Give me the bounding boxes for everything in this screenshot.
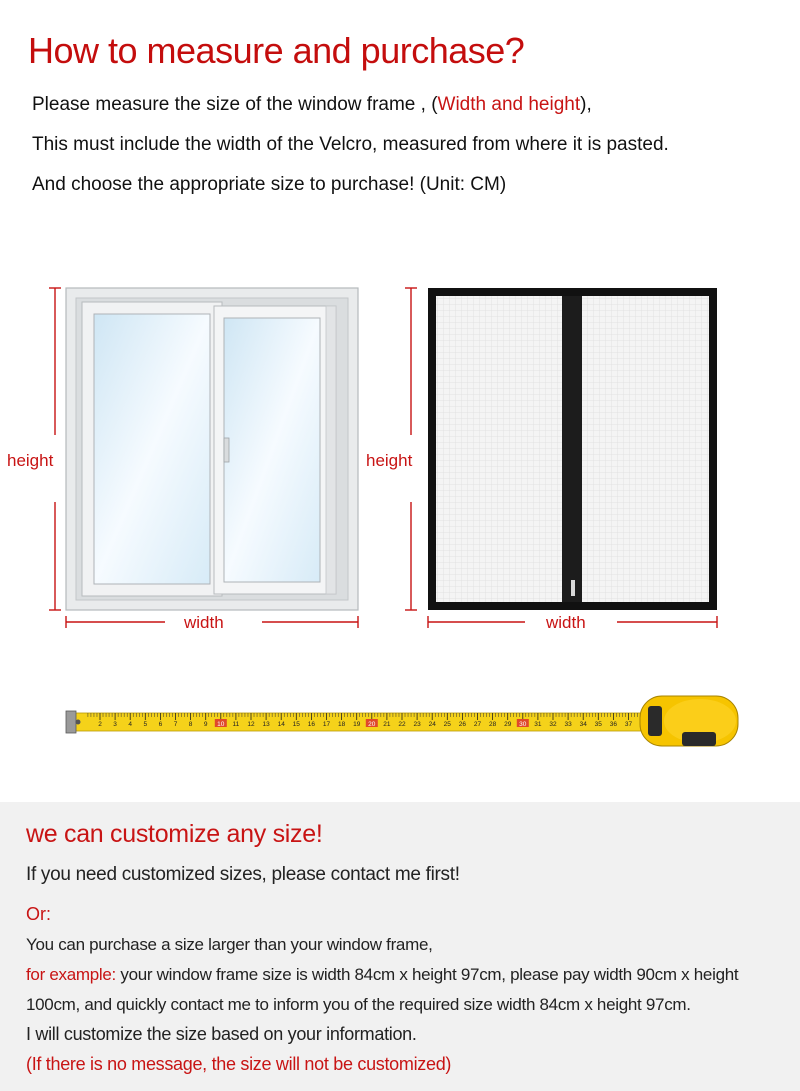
width-label-right: width bbox=[546, 613, 586, 632]
no-message-note: (If there is no message, the size will not be customized) bbox=[26, 1054, 452, 1074]
tape-number: 31 bbox=[534, 721, 542, 728]
tape-number: 27 bbox=[473, 721, 482, 728]
tape-number: 9 bbox=[203, 721, 208, 728]
or-label: Or: bbox=[26, 904, 51, 924]
tape-number: 23 bbox=[413, 721, 421, 728]
intro-line-1-start: Please measure the size of the window frame , ( bbox=[32, 94, 438, 115]
tape-number: 34 bbox=[579, 721, 587, 728]
height-dimension-right bbox=[405, 288, 417, 610]
tape-number: 18 bbox=[337, 721, 346, 728]
for-example-label: for example: bbox=[26, 965, 116, 984]
tape-number: 28 bbox=[488, 721, 497, 728]
page-title: How to measure and purchase? bbox=[28, 30, 525, 71]
example-text: your window frame size is width 84cm x height 97cm, please pay width 90cm x height bbox=[115, 965, 739, 984]
tape-number: 25 bbox=[443, 721, 451, 728]
tape-number: 8 bbox=[188, 721, 193, 728]
tape-number: 20 bbox=[368, 721, 376, 728]
tape-number: 11 bbox=[232, 721, 240, 728]
tape-number: 2 bbox=[98, 721, 102, 728]
tape-number: 36 bbox=[609, 721, 618, 728]
tape-number: 32 bbox=[549, 721, 557, 728]
custom-line-4: I will customize the size based on your information. bbox=[26, 1024, 417, 1044]
tape-number: 37 bbox=[624, 721, 633, 728]
tape-number: 3 bbox=[113, 721, 117, 728]
tape-number: 12 bbox=[247, 721, 255, 728]
contact-first-text: If you need customized sizes, please contact me first! bbox=[26, 864, 460, 885]
intro-highlight: Width and height bbox=[437, 94, 581, 115]
custom-line-3: 100cm, and quickly contact me to inform you of the required size width 84cm x height 97cm. bbox=[26, 995, 691, 1014]
height-dimension-left bbox=[49, 288, 61, 610]
tape-number: 19 bbox=[353, 721, 361, 728]
height-label-left: height bbox=[7, 451, 54, 470]
magnetic-screen-diagram bbox=[395, 280, 735, 640]
tape-number: 5 bbox=[143, 721, 148, 728]
tape-number: 6 bbox=[158, 721, 163, 728]
tape-hook bbox=[66, 711, 76, 733]
intro-line-2: This must include the width of the Velcro, measured from where it is pasted. bbox=[32, 134, 669, 155]
tape-number: 17 bbox=[322, 721, 331, 728]
tape-number: 33 bbox=[564, 721, 572, 728]
tape-number: 7 bbox=[173, 721, 178, 728]
tape-number: 29 bbox=[504, 721, 512, 728]
intro-line-3: And choose the appropriate size to purchase! (Unit: CM) bbox=[32, 174, 507, 195]
width-label-left: width bbox=[184, 613, 224, 632]
tape-case bbox=[640, 696, 738, 746]
tape-measure bbox=[60, 688, 750, 758]
customize-title: we can customize any size! bbox=[26, 820, 323, 848]
tape-number: 30 bbox=[519, 721, 527, 728]
tape-number: 14 bbox=[277, 721, 285, 728]
tape-number: 24 bbox=[428, 721, 436, 728]
sliding-window-diagram bbox=[0, 280, 380, 640]
tape-number: 13 bbox=[262, 721, 270, 728]
height-label-right: height bbox=[366, 451, 413, 470]
tape-number: 35 bbox=[594, 721, 602, 728]
tape-number: 22 bbox=[398, 721, 406, 728]
tape-number: 16 bbox=[307, 721, 316, 728]
tape-number: 4 bbox=[128, 721, 133, 728]
intro-line-1 bbox=[32, 94, 592, 116]
custom-line-2 bbox=[26, 965, 738, 985]
intro-line-1-end: ), bbox=[580, 94, 592, 115]
tape-number: 26 bbox=[458, 721, 467, 728]
tape-number: 10 bbox=[217, 721, 225, 728]
tape-number: 15 bbox=[292, 721, 300, 728]
custom-line-1: You can purchase a size larger than your window frame, bbox=[26, 935, 433, 954]
tape-number: 21 bbox=[383, 721, 391, 728]
